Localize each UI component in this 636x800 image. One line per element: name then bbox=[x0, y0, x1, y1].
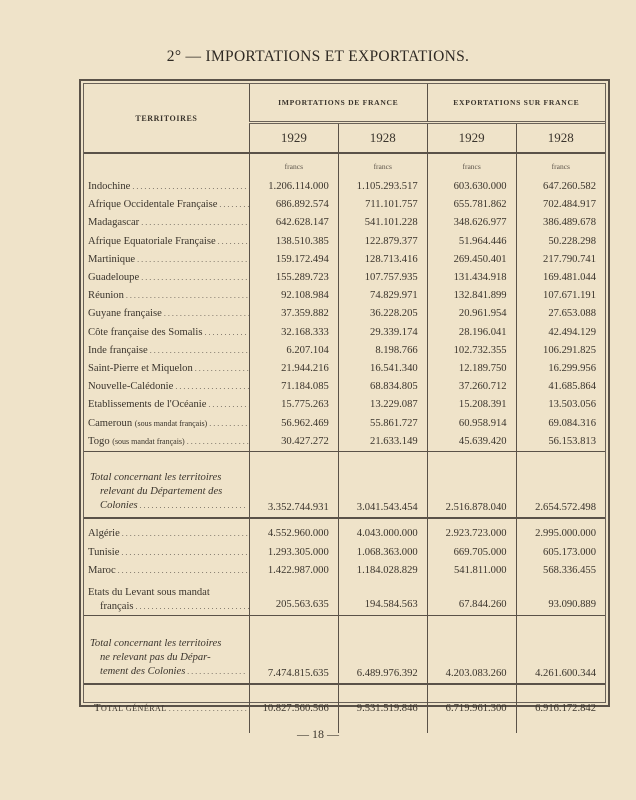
exports-1929-cell: 67.844.260 bbox=[427, 580, 516, 616]
exports-1928-cell: 647.260.582 bbox=[543, 181, 596, 192]
imports-1928-cell: 16.541.340 bbox=[338, 360, 427, 378]
imports-1929-cell: 92.108.984 bbox=[249, 287, 338, 305]
header-imports-1928: 1928 bbox=[338, 123, 427, 154]
imports-1928-cell: 711.101.757 bbox=[338, 196, 427, 214]
imports-1929-cell: 138.510.385 bbox=[249, 233, 338, 251]
territory-cell bbox=[84, 233, 249, 251]
exports-1929-cell: 45.639.420 bbox=[427, 433, 516, 452]
imports-1928-cell: 541.101.228 bbox=[338, 214, 427, 232]
exports-1928-cell: 568.336.455 bbox=[543, 564, 596, 576]
territory-cell bbox=[84, 360, 249, 378]
imports-1929-cell: 56.962.469 bbox=[249, 415, 338, 433]
exports-1929-cell: 2.923.723.000 bbox=[427, 518, 516, 544]
territory-cell: Etats du Levant sous mandat français . . . bbox=[84, 580, 249, 616]
imports-1929-cell: 686.892.574 bbox=[249, 196, 338, 214]
imports-1928-cell: 68.834.805 bbox=[338, 378, 427, 396]
colonies-total-exports-1928: 2.654.572.498 bbox=[516, 452, 605, 518]
territory-name: Guadeloupe . . . bbox=[88, 269, 249, 287]
imports-1929-cell: 15.775.263 bbox=[249, 396, 338, 414]
imports-1928-cell: 122.879.377 bbox=[338, 233, 427, 251]
territory-name: Guyane française . . . bbox=[88, 305, 249, 323]
territory-cell bbox=[84, 251, 249, 269]
territory-cell bbox=[84, 287, 249, 305]
exports-1929-cell: 655.781.862 bbox=[427, 196, 516, 214]
imports-1929-cell: 205.563.635 bbox=[249, 580, 338, 616]
imports-1928-cell: 1.068.363.000 bbox=[338, 544, 427, 562]
territory-note: (sous mandat français) bbox=[112, 436, 185, 446]
header-imports-1929: 1929 bbox=[249, 123, 338, 154]
imports-1929-cell: 32.168.333 bbox=[249, 324, 338, 342]
other-total-exports-1928: 4.261.600.344 bbox=[516, 616, 605, 684]
imports-1928-cell: 1.105.293.517 bbox=[338, 178, 427, 196]
exports-1929-cell: 60.958.914 bbox=[427, 415, 516, 433]
table-row bbox=[84, 562, 605, 580]
territory-cell bbox=[84, 196, 249, 214]
exports-1928-cell: 386.489.678 bbox=[543, 217, 596, 229]
exports-1929-cell: 15.208.391 bbox=[427, 396, 516, 414]
table-row bbox=[84, 342, 605, 360]
grand-total-label: TOTAL GÉNÉRAL . . . bbox=[84, 684, 249, 733]
colonies-total-imports-1929: 3.352.744.931 bbox=[249, 452, 338, 518]
colonies-total-row bbox=[84, 452, 605, 518]
exports-1928-cell: 69.084.316 bbox=[548, 417, 596, 429]
table-row bbox=[84, 196, 605, 214]
imports-1928-cell: 74.829.971 bbox=[338, 287, 427, 305]
imports-1928-cell: 4.043.000.000 bbox=[338, 518, 427, 544]
header-exports-group: EXPORTATIONS SUR FRANCE bbox=[427, 84, 605, 123]
trade-table-frame bbox=[79, 79, 610, 715]
units-cell: francs bbox=[338, 153, 427, 178]
imports-1928-cell: 36.228.205 bbox=[338, 305, 427, 323]
imports-1928-cell: 194.584.563 bbox=[338, 580, 427, 616]
table-row bbox=[84, 378, 605, 396]
territory-cell bbox=[84, 305, 249, 323]
territory-name: Saint-Pierre et Miquelon . . . bbox=[88, 360, 249, 378]
exports-1929-cell: 348.626.977 bbox=[427, 214, 516, 232]
territory-note: (sous mandat français) bbox=[134, 418, 208, 428]
imports-1929-cell: 30.427.272 bbox=[249, 433, 338, 452]
imports-1929-cell: 71.184.085 bbox=[249, 378, 338, 396]
other-total-label: Total concernant les territoires ne relevant pas du Dépar- tement des Colonies . . . bbox=[84, 616, 249, 684]
territory-cell bbox=[84, 433, 249, 452]
units-cell: francs bbox=[427, 153, 516, 178]
grand-total-exports-1928: 6.916.172.842 bbox=[535, 703, 596, 715]
territory-cell bbox=[84, 214, 249, 232]
exports-1928-cell: 605.173.000 bbox=[543, 546, 596, 558]
imports-1929-cell: 37.359.882 bbox=[249, 305, 338, 323]
other-total-row bbox=[84, 616, 605, 684]
imports-1929-cell: 6.207.104 bbox=[249, 342, 338, 360]
units-territory-blank bbox=[84, 153, 249, 178]
exports-1928-cell: 42.494.129 bbox=[548, 326, 596, 338]
exports-1928-cell: 56.153.813 bbox=[548, 435, 596, 447]
exports-1928-cell: 93.090.889 bbox=[548, 599, 596, 611]
colonies-total-imports-1928: 3.041.543.454 bbox=[338, 452, 427, 518]
exports-1928-cell: 27.653.088 bbox=[548, 308, 596, 320]
imports-1928-cell: 128.713.416 bbox=[338, 251, 427, 269]
territory-name: Madagascar . . . bbox=[88, 214, 249, 232]
exports-1929-cell: 669.705.000 bbox=[427, 544, 516, 562]
levant-row bbox=[84, 580, 605, 616]
grand-total-exports-1929: 6.719.961.300 bbox=[427, 684, 516, 733]
grand-total-row bbox=[84, 684, 605, 733]
exports-1929-cell: 20.961.954 bbox=[427, 305, 516, 323]
header-exports-1928: 1928 bbox=[516, 123, 605, 154]
exports-1928-cell: 16.299.956 bbox=[548, 363, 596, 375]
imports-1929-cell: 642.628.147 bbox=[249, 214, 338, 232]
other-total-imports-1929: 7.474.815.635 bbox=[249, 616, 338, 684]
exports-1928-cell: 13.503.056 bbox=[548, 399, 596, 411]
imports-1928-cell: 13.229.087 bbox=[338, 396, 427, 414]
territory-name: Réunion . . . bbox=[88, 287, 249, 305]
imports-1929-cell: 155.289.723 bbox=[249, 269, 338, 287]
table-row bbox=[84, 360, 605, 378]
territory-cell bbox=[84, 562, 249, 580]
exports-1929-cell: 12.189.750 bbox=[427, 360, 516, 378]
territory-cell bbox=[84, 178, 249, 196]
units-cell: francs bbox=[249, 153, 338, 178]
exports-1929-cell: 131.434.918 bbox=[427, 269, 516, 287]
table-row bbox=[84, 251, 605, 269]
territory-cell bbox=[84, 378, 249, 396]
exports-1929-cell: 37.260.712 bbox=[427, 378, 516, 396]
colonies-total-label: Total concernant les territoires relevant du Département des Colonies . . . bbox=[84, 452, 249, 518]
exports-1928-cell: 169.481.044 bbox=[543, 272, 596, 284]
imports-1928-cell: 1.184.028.829 bbox=[338, 562, 427, 580]
territory-name: Afrique Occidentale Française . . . bbox=[88, 196, 249, 214]
imports-exports-table bbox=[84, 84, 605, 733]
exports-1928-cell: 702.484.917 bbox=[543, 199, 596, 211]
exports-1929-cell: 269.450.401 bbox=[427, 251, 516, 269]
territory-cell bbox=[84, 396, 249, 414]
territory-name: Togo bbox=[88, 435, 110, 447]
imports-1929-cell: 4.552.960.000 bbox=[249, 518, 338, 544]
table-row bbox=[84, 305, 605, 323]
exports-1928-cell: 2.995.000.000 bbox=[535, 528, 596, 540]
header-exports-1929: 1929 bbox=[427, 123, 516, 154]
table-row bbox=[84, 433, 605, 452]
territory-name: Inde française . . . bbox=[88, 342, 249, 360]
table-row bbox=[84, 214, 605, 232]
imports-1929-cell: 159.172.494 bbox=[249, 251, 338, 269]
territory-cell bbox=[84, 324, 249, 342]
territory-name: Martinique . . . bbox=[88, 251, 249, 269]
table-row bbox=[84, 415, 605, 433]
imports-1929-cell: 1.422.987.000 bbox=[249, 562, 338, 580]
exports-1928-cell: 217.790.741 bbox=[543, 253, 596, 265]
exports-1929-cell: 603.630.000 bbox=[427, 178, 516, 196]
exports-1929-cell: 132.841.899 bbox=[427, 287, 516, 305]
imports-1929-cell: 1.293.305.000 bbox=[249, 544, 338, 562]
imports-1928-cell: 107.757.935 bbox=[338, 269, 427, 287]
territory-cell bbox=[84, 342, 249, 360]
imports-1928-cell: 21.633.149 bbox=[338, 433, 427, 452]
table-row bbox=[84, 178, 605, 196]
exports-1929-cell: 541.811.000 bbox=[427, 562, 516, 580]
territory-name: Algérie . . . bbox=[88, 525, 249, 543]
territory-name: Indochine . . . bbox=[88, 178, 249, 196]
units-row bbox=[84, 153, 605, 178]
imports-1929-cell: 21.944.216 bbox=[249, 360, 338, 378]
exports-1928-cell: 50.228.298 bbox=[548, 235, 596, 247]
territory-cell bbox=[84, 518, 249, 544]
header-territories: TERRITOIRES bbox=[84, 84, 249, 153]
territory-cell bbox=[84, 269, 249, 287]
exports-1928-cell: 41.685.864 bbox=[548, 381, 596, 393]
imports-1929-cell: 1.206.114.000 bbox=[249, 178, 338, 196]
table-row bbox=[84, 287, 605, 305]
territory-name: Tunisie . . . bbox=[88, 544, 249, 562]
exports-1929-cell: 102.732.355 bbox=[427, 342, 516, 360]
imports-1928-cell: 29.339.174 bbox=[338, 324, 427, 342]
territory-cell bbox=[84, 415, 249, 433]
exports-1928-cell: 107.671.191 bbox=[543, 290, 596, 302]
page-title: 2° — IMPORTATIONS ET EXPORTATIONS. bbox=[166, 48, 470, 65]
territory-name: Nouvelle-Calédonie . . . bbox=[88, 378, 249, 396]
table-row bbox=[84, 233, 605, 251]
territory-name: Afrique Equatoriale Française . . . bbox=[88, 233, 249, 251]
colonies-total-exports-1929: 2.516.878.040 bbox=[427, 452, 516, 518]
table-row bbox=[84, 396, 605, 414]
exports-1929-cell: 28.196.041 bbox=[427, 324, 516, 342]
page-number: — 18 — bbox=[297, 727, 339, 741]
table-row bbox=[84, 269, 605, 287]
territory-name: Côte française des Somalis . . . bbox=[88, 324, 249, 342]
exports-1929-cell: 51.964.446 bbox=[427, 233, 516, 251]
imports-1928-cell: 55.861.727 bbox=[338, 415, 427, 433]
table-row bbox=[84, 324, 605, 342]
table-row bbox=[84, 544, 605, 562]
other-total-exports-1929: 4.203.083.260 bbox=[427, 616, 516, 684]
territory-name: Maroc . . . bbox=[88, 562, 249, 580]
territory-cell bbox=[84, 544, 249, 562]
territory-name: Etablissements de l'Océanie . . . bbox=[88, 396, 249, 414]
other-total-imports-1928: 6.489.976.392 bbox=[338, 616, 427, 684]
territory-name: Cameroun bbox=[88, 417, 133, 429]
header-imports-group: IMPORTATIONS DE FRANCE bbox=[249, 84, 427, 123]
grand-total-imports-1928: 9.531.519.846 bbox=[338, 684, 427, 733]
imports-1928-cell: 8.198.766 bbox=[338, 342, 427, 360]
exports-1928-cell: 106.291.825 bbox=[543, 344, 596, 356]
grand-total-imports-1929: 10.827.560.566 bbox=[249, 684, 338, 733]
units-cell: francs bbox=[551, 161, 570, 171]
table-row bbox=[84, 518, 605, 544]
